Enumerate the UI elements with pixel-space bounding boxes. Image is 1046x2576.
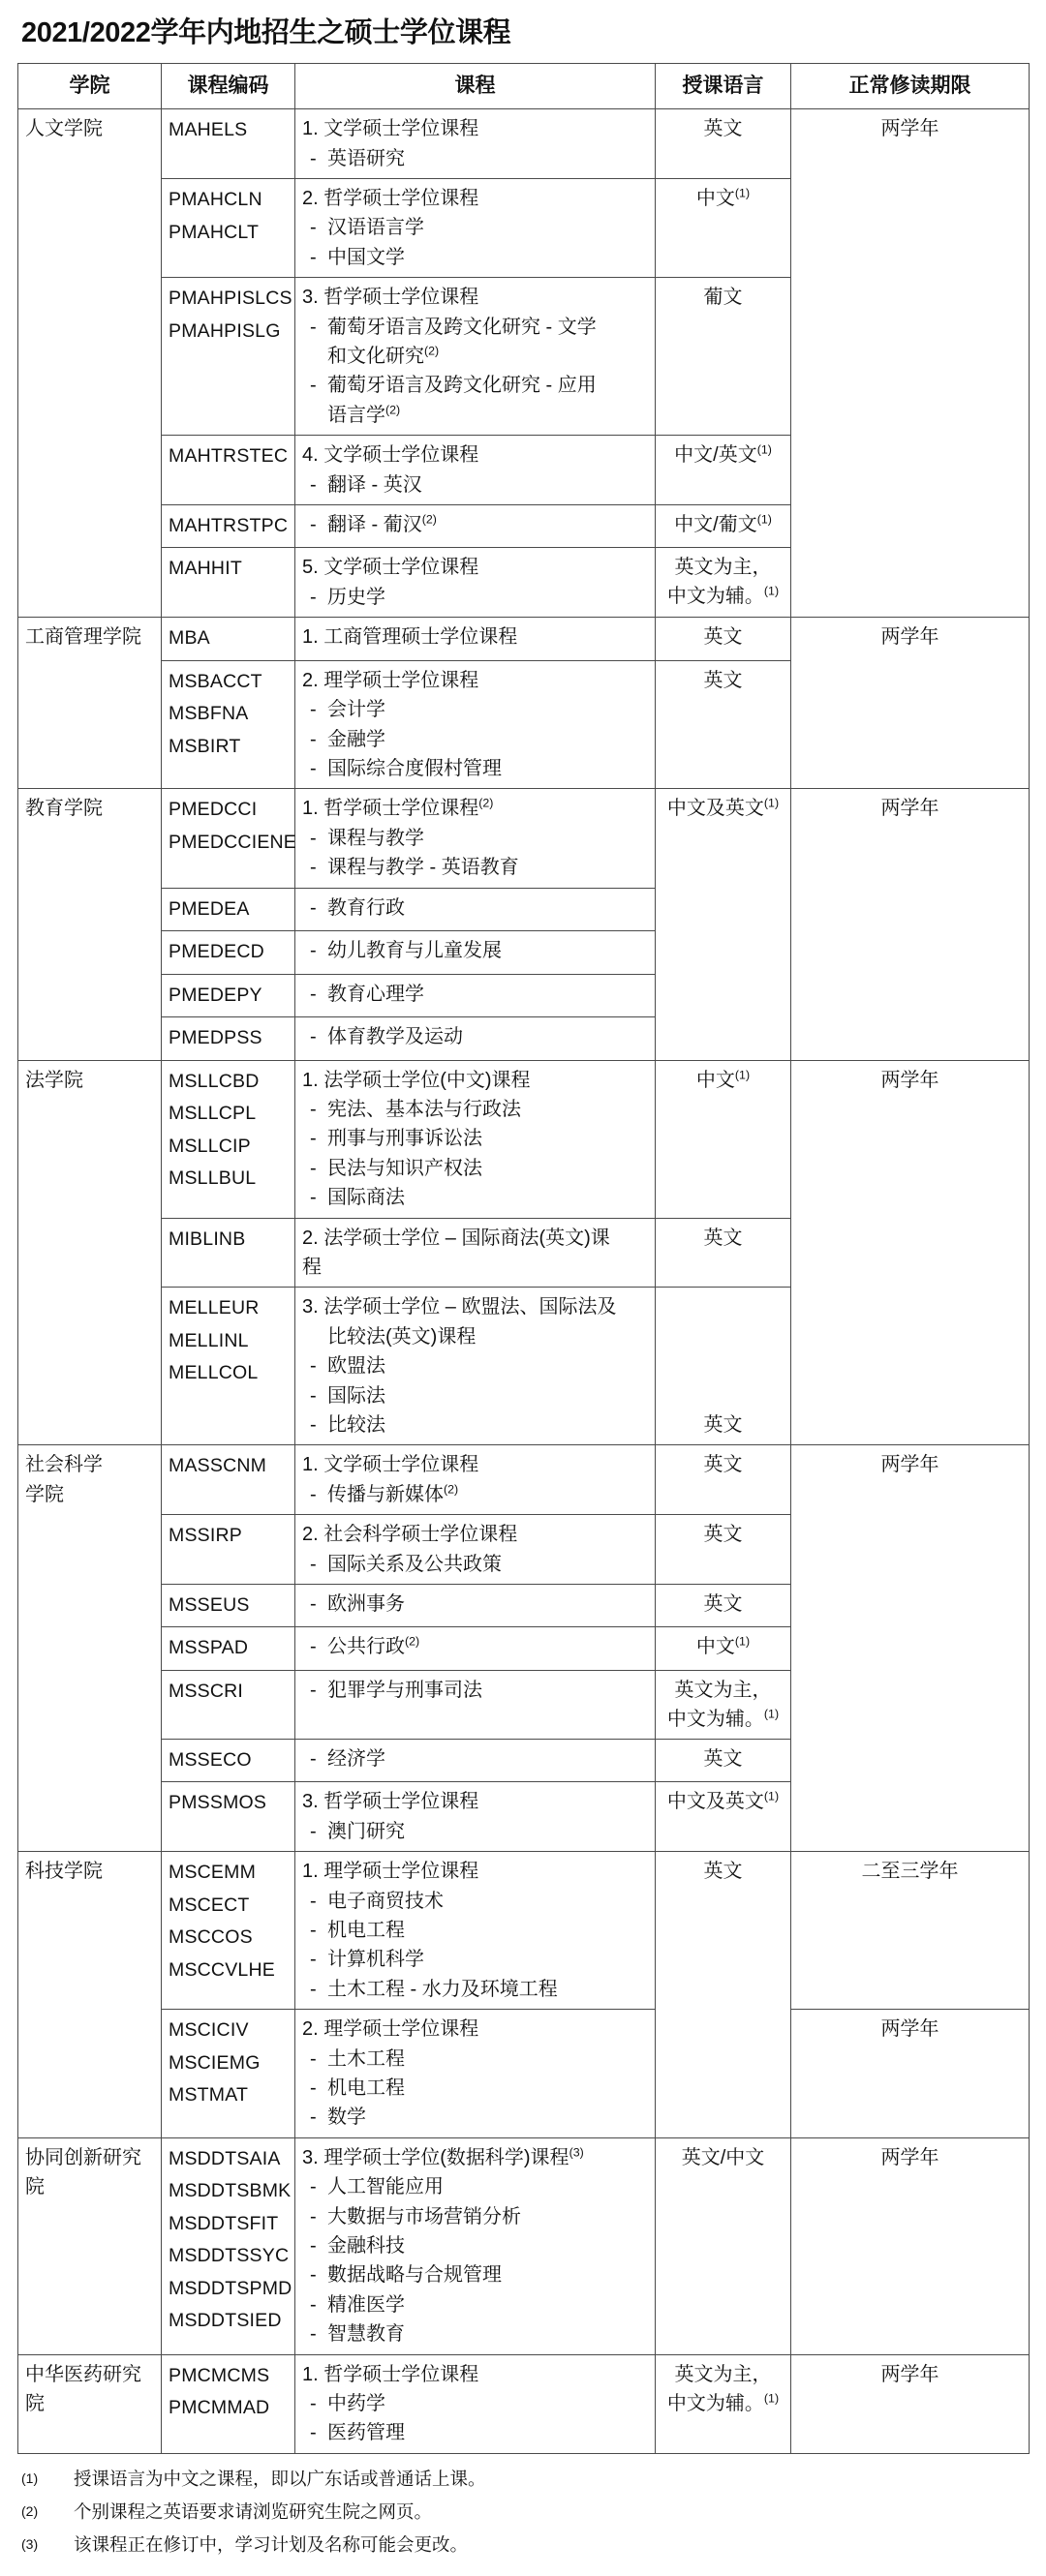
programme-name-cell: 3. 法学硕士学位 – 欧盟法、国际法及 比较法(英文)课程 - 欧盟法 - 国际法 - 比较法 (295, 1288, 656, 1445)
programme-code-cell: MASSCNM (162, 1445, 295, 1515)
programme-code-cell: PMSSMOS (162, 1782, 295, 1852)
footnote-text: 授课语言为中文之课程，即以广东话或普通话上课。 (74, 2468, 486, 2489)
programme-name-cell: 1. 文学硕士学位课程 - 英语研究 (295, 109, 656, 179)
footnotes (21, 2468, 1029, 2556)
school-name-cell: 教育学院 (18, 789, 162, 1060)
programme-name-cell: 1. 工商管理硕士学位课程 (295, 618, 656, 661)
programme-name-cell: 1. 理学硕士学位课程 - 电子商贸技术 - 机电工程 - 计算机科学 - 土木工程 - 水力及环境工程 (295, 1852, 656, 2010)
programme-name-cell: 1. 法学硕士学位(中文)课程 - 宪法、基本法与行政法 - 刑事与刑事诉讼法 - 民法与知识产权法 - 国际商法 (295, 1060, 656, 1218)
programme-code-cell: MELLEUR MELLINL MELLCOL (162, 1288, 295, 1445)
programme-name-cell: 3. 理学硕士学位(数据科学)课程$^{(3)}$ - 人工智能应用 - 大數据与市场营销分析 - 金融科技 - 數据战略与合规管理 - 精准医学 - 智慧教育 (295, 2137, 656, 2354)
programme-code-cell: PMAHPISLCS PMAHPISLG (162, 278, 295, 436)
language-cell: 英文 (656, 109, 791, 179)
programme-code-cell: MAHHIT (162, 548, 295, 618)
language-cell: 英文 (656, 1584, 791, 1627)
column-header-school: 学院 (18, 64, 162, 109)
language-cell: 中文$^{(1)}$ (656, 1627, 791, 1671)
footnote-text: 个别课程之英语要求请浏览研究生院之网页。 (74, 2500, 433, 2522)
duration-cell: 两学年 (791, 2137, 1030, 2354)
table-row (18, 2354, 1030, 2453)
column-header-course: 课程 (295, 64, 656, 109)
table-row (18, 2137, 1030, 2354)
programme-code-cell: PMEDEPY (162, 974, 295, 1017)
programme-code-cell: MSSECO (162, 1739, 295, 1782)
programme-name-cell: - 教育行政 (295, 888, 656, 931)
programme-name-cell: - 欧洲事务 (295, 1584, 656, 1627)
table-row (18, 2010, 1030, 2138)
school-name-cell: 科技学院 (18, 1852, 162, 2138)
duration-cell: 两学年 (791, 2010, 1030, 2138)
programme-code-cell: PMEDEA (162, 888, 295, 931)
table-row (18, 789, 1030, 888)
language-cell: 英文/中文 (656, 2137, 791, 2354)
programme-name-cell: 5. 文学硕士学位课程 - 历史学 (295, 548, 656, 618)
footnote-marker: (2) (21, 2502, 39, 2519)
language-cell: 英文 (656, 660, 791, 789)
programme-name-cell: 2. 理学硕士学位课程 - 土木工程 - 机电工程 - 数学 (295, 2010, 656, 2138)
footnote-item (21, 2533, 1029, 2556)
duration-cell: 两学年 (791, 109, 1030, 618)
school-name-cell: 人文学院 (18, 109, 162, 618)
programme-code-cell: MSCEMM MSCECT MSCCOS MSCCVLHE (162, 1852, 295, 2010)
programme-name-cell: - 体育教学及运动 (295, 1017, 656, 1061)
header-row (18, 64, 1030, 109)
language-cell: 英文 (656, 1515, 791, 1585)
programme-name-cell: - 经济学 (295, 1739, 656, 1782)
programme-name-cell: 1. 哲学硕士学位课程$^{(2)}$ - 课程与教学 - 课程与教学 - 英语教育 (295, 789, 656, 888)
footnote-marker: (3) (21, 2535, 39, 2552)
programme-name-cell: 2. 理学硕士学位课程 - 会计学 - 金融学 - 国际综合度假村管理 (295, 660, 656, 789)
table-header (18, 64, 1030, 109)
school-name-cell: 协同创新研究 院 (18, 2137, 162, 2354)
programme-code-cell: MSSIRP (162, 1515, 295, 1585)
language-cell: 英文 (656, 1445, 791, 1515)
duration-cell: 二至三学年 (791, 1852, 1030, 2010)
footnote-text: 该课程正在修订中，学习计划及名称可能会更改。 (74, 2533, 469, 2555)
programme-code-cell: MAHTRSTPC (162, 504, 295, 548)
language-cell: 中文$^{(1)}$ (656, 179, 791, 278)
programme-code-cell: MAHELS (162, 109, 295, 179)
programme-name-cell: 2. 法学硕士学位 – 国际商法(英文)课 程 (295, 1218, 656, 1288)
page-title: 2021/2022学年内地招生之硕士学位课程 (21, 17, 511, 48)
school-name-cell: 社会科学 学院 (18, 1445, 162, 1852)
programme-code-cell: MSDDTSAIA MSDDTSBMK MSDDTSFIT MSDDTSSYC MSDDTSPMD MSDDTSIED (162, 2137, 295, 2354)
programme-name-cell: 1. 哲学硕士学位课程 - 中药学 - 医药管理 (295, 2354, 656, 2453)
programme-name-cell: - 教育心理学 (295, 974, 656, 1017)
programme-code-cell: MSSEUS (162, 1584, 295, 1627)
column-header-code: 课程编码 (162, 64, 295, 109)
school-name-cell: 工商管理学院 (18, 618, 162, 789)
programme-code-cell: MSSCRI (162, 1670, 295, 1739)
programme-name-cell: 4. 文学硕士学位课程 - 翻译 - 英汉 (295, 436, 656, 505)
programme-code-cell: MBA (162, 618, 295, 661)
language-cell: 中文/英文$^{(1)}$ (656, 436, 791, 505)
school-name-cell: 法学院 (18, 1060, 162, 1445)
masters-programme-table (17, 63, 1030, 2453)
programme-name-cell: 2. 社会科学硕士学位课程 - 国际关系及公共政策 (295, 1515, 656, 1585)
column-header-language: 授课语言 (656, 64, 791, 109)
language-cell: 中文/葡文$^{(1)}$ (656, 504, 791, 548)
duration-cell: 两学年 (791, 1060, 1030, 1445)
programme-code-cell: MAHTRSTEC (162, 436, 295, 505)
footnote-marker: (1) (21, 2470, 39, 2486)
programme-name-cell: 1. 文学硕士学位课程 - 传播与新媒体$^{(2)}$ (295, 1445, 656, 1515)
language-cell: 中文及英文$^{(1)}$ (656, 1782, 791, 1852)
programme-code-cell: MSSPAD (162, 1627, 295, 1671)
table-row (18, 109, 1030, 179)
school-name-cell: 中华医药研究 院 (18, 2354, 162, 2453)
footnote-item (21, 2468, 1029, 2490)
duration-cell: 两学年 (791, 789, 1030, 1060)
table-row (18, 1852, 1030, 2010)
programme-code-cell: PMEDPSS (162, 1017, 295, 1061)
language-cell: 英文为主， 中文为辅。$^{(1)}$ (656, 548, 791, 618)
language-cell: 英文 (656, 618, 791, 661)
programme-code-cell: PMAHCLN PMAHCLT (162, 179, 295, 278)
column-header-duration: 正常修读期限 (791, 64, 1030, 109)
programme-name-cell: - 幼儿教育与儿童发展 (295, 931, 656, 975)
duration-cell: 两学年 (791, 618, 1030, 789)
language-cell: 英文 (656, 1288, 791, 1445)
programme-code-cell: MIBLINB (162, 1218, 295, 1288)
programme-name-cell: 3. 哲学硕士学位课程 - 葡萄牙语言及跨文化研究 - 文学 和文化研究$^{(2)}$ - 葡萄牙语言及跨文化研究 - 应用 语言学$^{(2)}$ (295, 278, 656, 436)
programme-code-cell: PMCMCMS PMCMMAD (162, 2354, 295, 2453)
programme-code-cell: PMEDECD (162, 931, 295, 975)
programme-code-cell: MSLLCBD MSLLCPL MSLLCIP MSLLBUL (162, 1060, 295, 1218)
table-row (18, 1060, 1030, 1218)
table-row (18, 618, 1030, 661)
footnote-item (21, 2500, 1029, 2523)
programme-name-cell: - 翻译 - 葡汉$^{(2)}$ (295, 504, 656, 548)
language-cell: 中文及英文$^{(1)}$ (656, 789, 791, 1060)
programme-name-cell: 3. 哲学硕士学位课程 - 澳门研究 (295, 1782, 656, 1852)
table-row (18, 1445, 1030, 1515)
programme-name-cell: 2. 哲学硕士学位课程 - 汉语语言学 - 中国文学 (295, 179, 656, 278)
language-cell: 英文为主， 中文为辅。$^{(1)}$ (656, 1670, 791, 1739)
language-cell: 英文 (656, 1218, 791, 1288)
language-cell: 英文为主， 中文为辅。$^{(1)}$ (656, 2354, 791, 2453)
language-cell: 英文 (656, 1739, 791, 1782)
language-cell: 中文$^{(1)}$ (656, 1060, 791, 1218)
programme-name-cell: - 犯罪学与刑事司法 (295, 1670, 656, 1739)
programme-code-cell: MSBACCT MSBFNA MSBIRT (162, 660, 295, 789)
duration-cell: 两学年 (791, 1445, 1030, 1852)
programme-name-cell: - 公共行政$^{(2)}$ (295, 1627, 656, 1671)
programme-code-cell: PMEDCCI PMEDCCIENE (162, 789, 295, 888)
duration-cell: 两学年 (791, 2354, 1030, 2453)
language-cell: 英文 (656, 1852, 791, 2138)
language-cell: 葡文 (656, 278, 791, 436)
programme-code-cell: MSCICIV MSCIEMG MSTMAT (162, 2010, 295, 2138)
table-body (18, 109, 1030, 2453)
